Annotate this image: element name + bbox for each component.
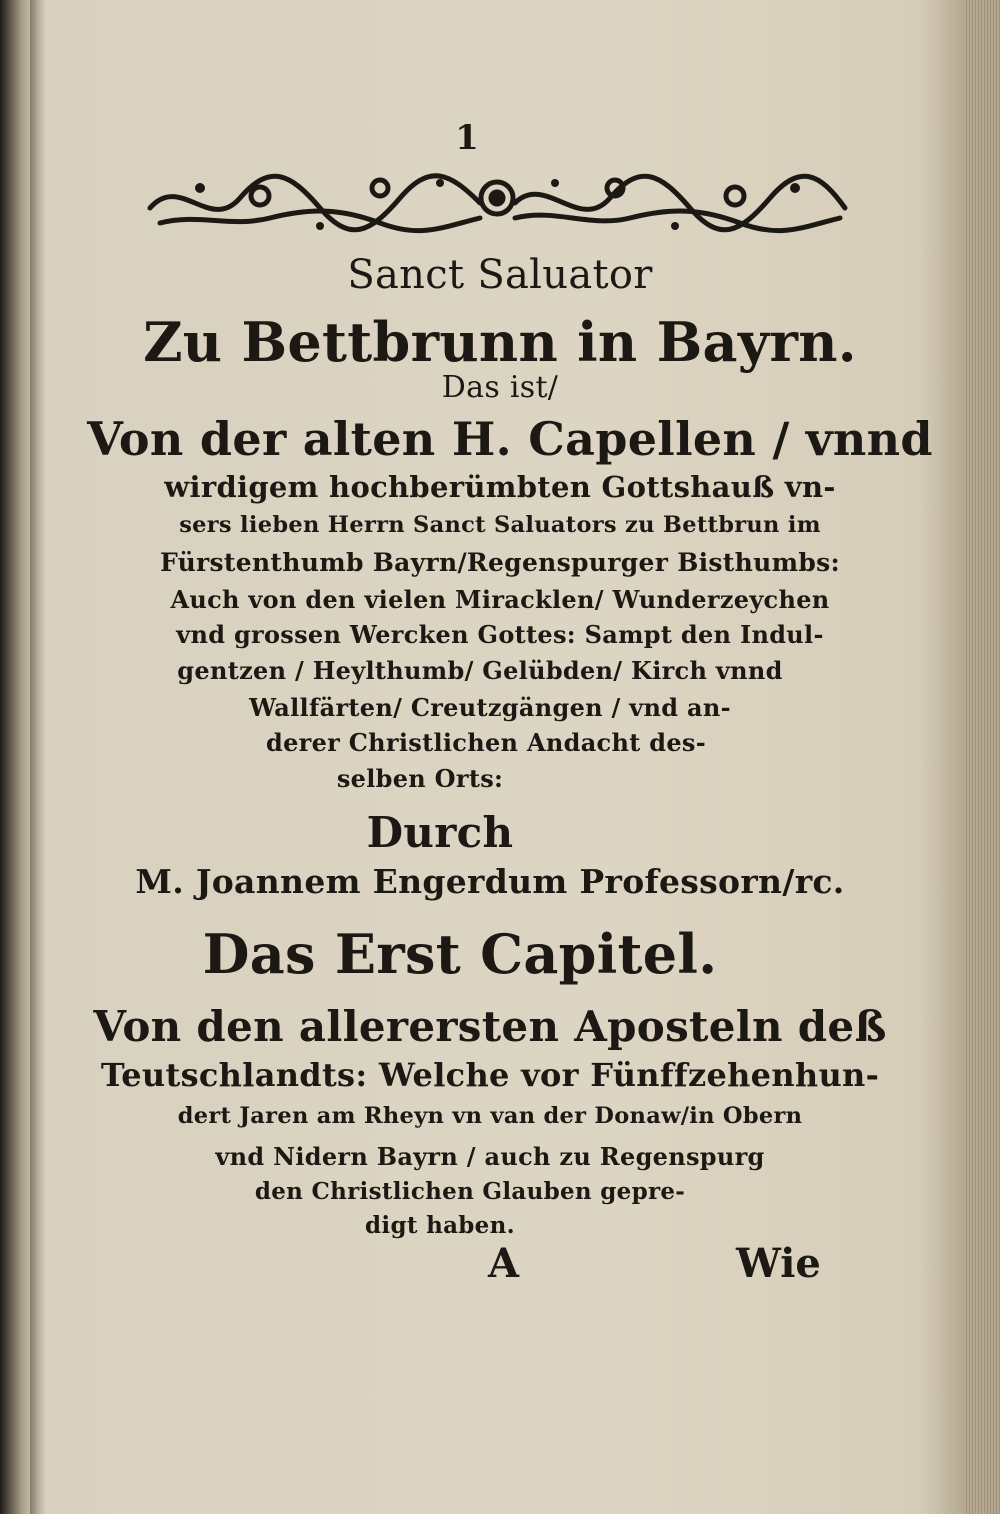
body-line-7: Wallfärten/ Creutzgängen / vnd an- <box>249 693 731 722</box>
subtitle-das-ist: Das ist/ <box>441 370 559 405</box>
page <box>60 0 940 1514</box>
body-line-2: sers lieben Herrn Sanct Saluators zu Bettbrun im <box>179 512 821 538</box>
body-line-4: Auch von den vielen Miracklen/ Wunderzeychen <box>170 585 830 614</box>
signature-mark: A <box>488 1240 520 1287</box>
chapter-body-2: vnd Nidern Bayrn / auch zu Regenspurg <box>215 1142 765 1171</box>
page-number: 1 <box>455 118 479 158</box>
body-line-3: Fürstenthumb Bayrn/Regenspurger Bisthumbs: <box>159 548 841 577</box>
body-line-6: gentzen / Heylthumb/ Gelübden/ Kirch vnnd <box>177 656 783 685</box>
body-line-5: vnd grossen Wercken Gottes: Sampt den Indul- <box>176 620 824 649</box>
chapter-title-1: Von den allerersten Aposteln deß <box>93 1002 887 1051</box>
gutter-shadow <box>30 0 46 1514</box>
page-stack-edge <box>964 0 1000 1514</box>
ornamental-headpiece-icon <box>140 168 855 238</box>
chapter-title-2: Teutschlandts: Welche vor Fünffzehenhun- <box>100 1056 880 1094</box>
title-line-2: Zu Bettbrunn in Bayrn. <box>143 310 857 374</box>
catchword: Wie <box>736 1240 821 1287</box>
body-line-8: derer Christlichen Andacht des- <box>266 728 706 757</box>
chapter-heading: Das Erst Capitel. <box>202 922 718 986</box>
chapter-body-4: digt haben. <box>365 1212 515 1239</box>
title-line-3: Von der alten H. Capellen / vnnd <box>87 412 933 466</box>
chapter-body-3: den Christlichen Glauben gepre- <box>254 1178 686 1205</box>
body-line-1: wirdigem hochberümbten Gottshauß vn- <box>164 470 836 504</box>
chapter-body-1: dert Jaren am Rheyn vn van der Donaw/in Obern <box>177 1103 803 1129</box>
title-line-1: Sanct Saluator <box>347 252 653 298</box>
body-line-9: selben Orts: <box>336 764 504 793</box>
author-line: M. Joannem Engerdum Professorn/rc. <box>135 862 845 901</box>
durch-line: Durch <box>366 808 514 857</box>
